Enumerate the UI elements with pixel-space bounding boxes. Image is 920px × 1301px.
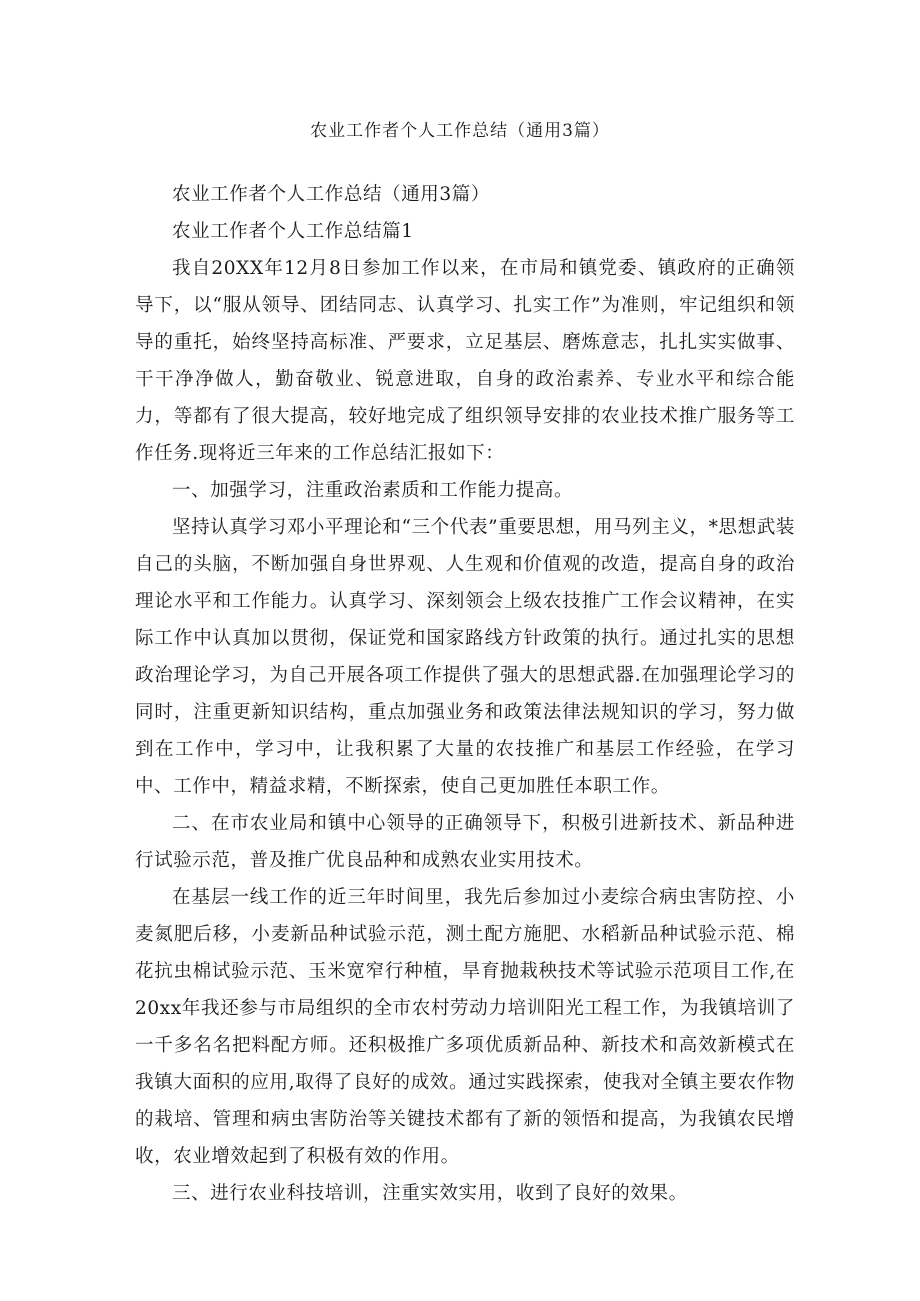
section-heading: 三、进行农业科技培训，注重实效实用，收到了良好的效果。 (172, 1183, 688, 1204)
page-title: 农业工作者个人工作总结（通用3篇） (310, 121, 610, 141)
section-heading: 二、在市农业局和镇中心领导的正确领导下，积极引进新技术、新品种进行试验示范，普及推广优良品种和成熟农业实用技术。 (135, 813, 795, 871)
body-paragraph: 在基层一线工作的近三年时间里，我先后参加过小麦综合病虫害防控、小麦氮肥后移，小麦新品种试验示范，测土配方施肥、水稻新品种试验示范、棉花抗虫棉试验示范、玉米宽窄行种植，旱育抛栽秧技术等试验示范项目工作,在20xx年我还参与市局组织的全市农村劳动力培训阳光工程工作，为我镇培训了一千多名名把料配方师。还积极推广多项优质新品种、新技术和高效新模式在我镇大面积的应用,取得了良好的成效。通过实践探索，使我对全镇主要农作物的栽培、管理和病虫害防治等关键技术都有了新的领悟和提高，为我镇农民增收，农业增效起到了积极有效的作用。 (135, 887, 795, 1167)
section-heading: 农业工作者个人工作总结篇1 (172, 221, 414, 242)
doc-subtitle: 农业工作者个人工作总结（通用3篇） (172, 184, 490, 205)
document-body (135, 176, 795, 1212)
section-heading: 一、加强学习，注重政治素质和工作能力提高。 (172, 480, 574, 501)
body-paragraph: 坚持认真学习邓小平理论和“三个代表”重要思想，用马列主义，*思想武装自己的头脑，不断加强自身世界观、人生观和价值观的改造，提高自身的政治理论水平和工作能力。认真学习、深刻领会上级农技推广工作会议精神，在实际工作中认真加以贯彻，保证党和国家路线方针政策的执行。通过扎实的思想政治理论学习，为自己开展各项工作提供了强大的思想武器.在加强理论学习的同时，注重更新知识结构，重点加强业务和政策法律法规知识的学习，努力做到在工作中，学习中，让我积累了大量的农技推广和基层工作经验，在学习中、工作中，精益求精，不断探索，使自己更加胜任本职工作。 (135, 517, 795, 797)
body-paragraph: 我自20XX年12月8日参加工作以来，在市局和镇党委、镇政府的正确领导下，以“服从领导、团结同志、认真学习、扎实工作”为准则，牢记组织和领导的重托，始终坚持高标准、严要求，立足基层、磨炼意志，扎扎实实做事、干干净净做人，勤奋敬业、锐意进取，自身的政治素养、专业水平和综合能力，等都有了很大提高，较好地完成了组织领导安排的农业技术推广服务等工作任务.现将近三年来的工作总结汇报如下： (135, 258, 795, 464)
